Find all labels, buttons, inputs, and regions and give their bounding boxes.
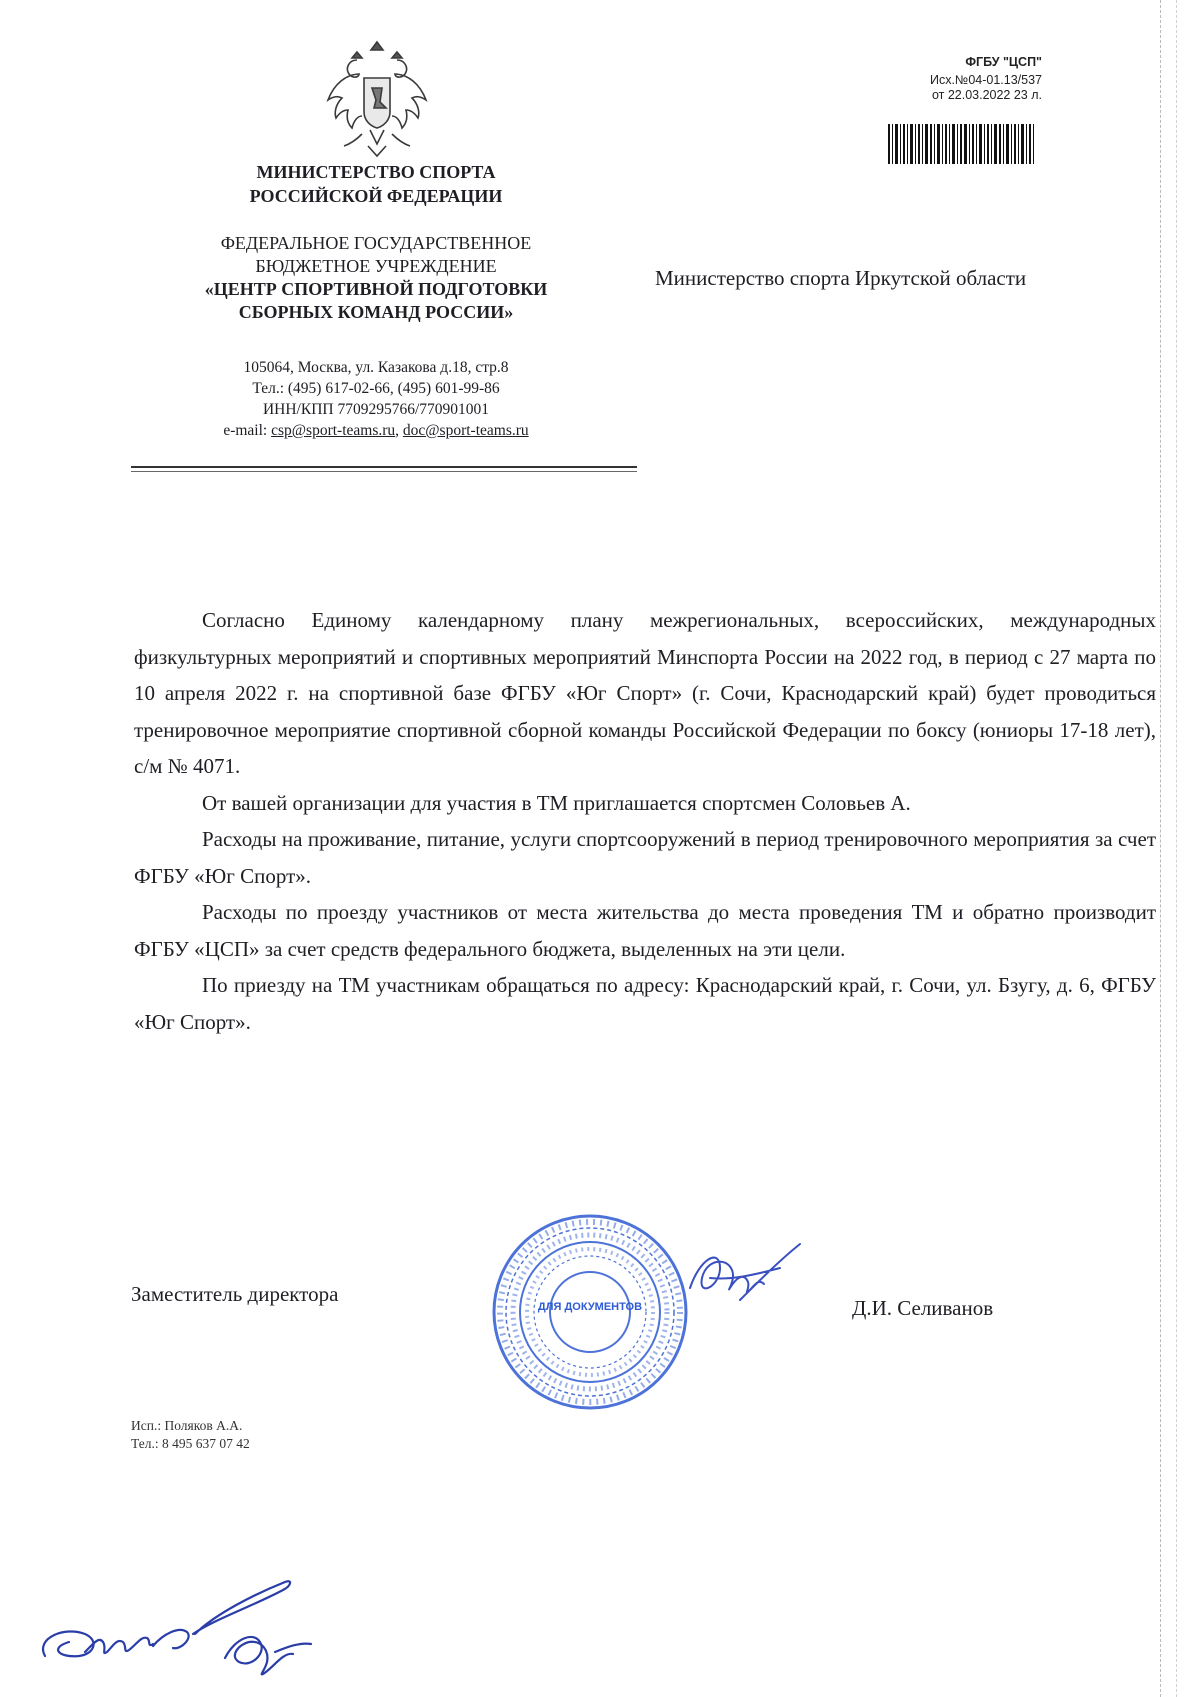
institution-line: БЮДЖЕТНОЕ УЧРЕЖДЕНИЕ	[255, 256, 497, 276]
registration-org: ФГБУ "ЦСП"	[965, 55, 1042, 69]
executor-phone: Тел.: 8 495 637 07 42	[131, 1436, 250, 1451]
email-label: e-mail:	[223, 422, 272, 439]
double-headed-eagle-icon	[322, 38, 432, 160]
phone: Тел.: (495) 617-02-66, (495) 601-99-86	[252, 380, 500, 397]
executor-info	[131, 1417, 250, 1453]
seal-text: ДЛЯ ДОКУМЕНТОВ	[537, 1301, 643, 1313]
institution-name	[150, 232, 602, 324]
body-paragraph: Расходы на проживание, питание, услуги спортсооружений в период тренировочного мероприятия за счет ФГБУ «Юг Спорт».	[134, 827, 1156, 888]
email-link-csp[interactable]: csp@sport-teams.ru	[271, 422, 396, 439]
registration-number: Исх.№04-01.13/537	[929, 73, 1042, 87]
body-paragraph: Расходы по проезду участников от места жительства до места проведения ТМ и обратно производит ФГБУ «ЦСП» за счет средств федерального бюджета, выделенных на эти цели.	[134, 900, 1156, 961]
ministry-name	[150, 160, 602, 208]
body-paragraph: Согласно Единому календарному плану межрегиональных, всероссийских, международных физкультурных мероприятий и спортивных мероприятий Минспорта России на 2022 год, в период с 27 марта по 10 апреля 2022 г. на спортивной базе ФГБУ «Юг Спорт» (г. Сочи, Краснодарский край) будет проводиться тренировочное мероприятие спортивной сборной команды Российской Федерации по боксу (юниоры 17-18 лет), с/м № 4071.	[134, 608, 1156, 778]
registration-date: от 22.03.2022 23 л.	[931, 88, 1042, 102]
letterhead-divider-thin	[131, 471, 637, 472]
handwritten-signature-bottom	[25, 1560, 345, 1690]
contact-details	[150, 357, 602, 441]
institution-title-line: СБОРНЫХ КОМАНД РОССИИ»	[238, 302, 514, 322]
email-link-doc[interactable]: doc@sport-teams.ru	[402, 422, 529, 439]
institution-line: ФЕДЕРАЛЬНОЕ ГОСУДАРСТВЕННОЕ	[220, 233, 532, 253]
signer-name: Д.И. Селиванов	[852, 1296, 994, 1320]
letterhead-divider	[131, 466, 637, 468]
registration-stamp	[882, 55, 1042, 103]
inn-kpp: ИНН/КПП 7709295766/770901001	[262, 401, 490, 418]
recipient: Министерство спорта Иркутской области	[655, 266, 1027, 290]
scan-artifact-line	[1176, 0, 1177, 1697]
signer-position: Заместитель директора	[131, 1282, 339, 1306]
scan-artifact-line	[1160, 0, 1161, 1697]
barcode	[888, 124, 1034, 164]
handwritten-signature	[680, 1238, 820, 1318]
body-paragraph: От вашей организации для участия в ТМ приглашается спортсмен Соловьев А.	[202, 790, 911, 815]
round-seal	[490, 1212, 690, 1412]
ministry-line: РОССИЙСКОЙ ФЕДЕРАЦИИ	[249, 186, 503, 206]
letter-body	[134, 602, 1156, 1040]
body-paragraph: По приезду на ТМ участникам обращаться по адресу: Краснодарский край, г. Сочи, ул. Бзугу, д. 6, ФГБУ «Юг Спорт».	[134, 973, 1156, 1034]
institution-title-line: «ЦЕНТР СПОРТИВНОЙ ПОДГОТОВКИ	[204, 279, 548, 299]
email-line	[150, 420, 602, 441]
executor-name: Исп.: Поляков А.А.	[131, 1418, 243, 1433]
email-separator: ,	[395, 422, 403, 439]
address: 105064, Москва, ул. Казакова д.18, стр.8	[243, 359, 509, 376]
ministry-line: МИНИСТЕРСТВО СПОРТА	[256, 162, 496, 182]
